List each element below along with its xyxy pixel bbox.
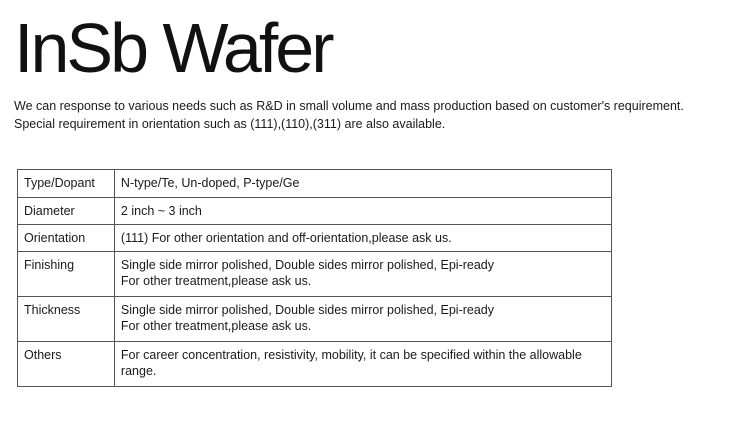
row-value [114, 252, 611, 297]
row-value-line: For other treatment,please ask us. [120, 274, 312, 288]
row-label: Diameter [18, 198, 115, 225]
row-value [114, 342, 611, 387]
intro-line-2: Special requirement in orientation such as (111),(110),(311) are also available. [14, 117, 446, 131]
row-value-line: Single side mirror polished, Double sides mirror polished, Epi-ready [120, 303, 495, 317]
row-value-line: For career concentration, resistivity, mobility, it can be specified within the allowable [120, 348, 582, 362]
table-row-others [18, 342, 612, 387]
row-label: Thickness [18, 297, 115, 342]
table-row-finishing [18, 252, 612, 297]
row-value-line: 2 inch ~ 3 inch [120, 204, 202, 218]
row-label: Orientation [18, 225, 115, 252]
row-value-line: N-type/Te, Un-doped, P-type/Ge [120, 176, 300, 190]
table-row-thickness [18, 297, 612, 342]
intro-text [14, 97, 734, 133]
table-row-diameter [18, 198, 612, 225]
row-value-line: range. [120, 364, 157, 378]
row-value [114, 170, 611, 198]
row-label: Others [18, 342, 115, 387]
row-value-line: For other treatment,please ask us. [120, 319, 312, 333]
row-label: Type/Dopant [18, 170, 115, 198]
row-value-line: Single side mirror polished, Double sides mirror polished, Epi-ready [120, 258, 495, 272]
spec-table [17, 169, 612, 387]
row-value [114, 198, 611, 225]
row-value [114, 225, 611, 252]
page-title: InSb Wafer [14, 9, 332, 87]
row-value [114, 297, 611, 342]
intro-line-1: We can response to various needs such as R&D in small volume and mass production based on customer's requirement. [14, 99, 684, 113]
table-row-type-dopant [18, 170, 612, 198]
table-row-orientation [18, 225, 612, 252]
row-label: Finishing [18, 252, 115, 297]
row-value-line: (111) For other orientation and off-orientation,please ask us. [120, 231, 452, 245]
